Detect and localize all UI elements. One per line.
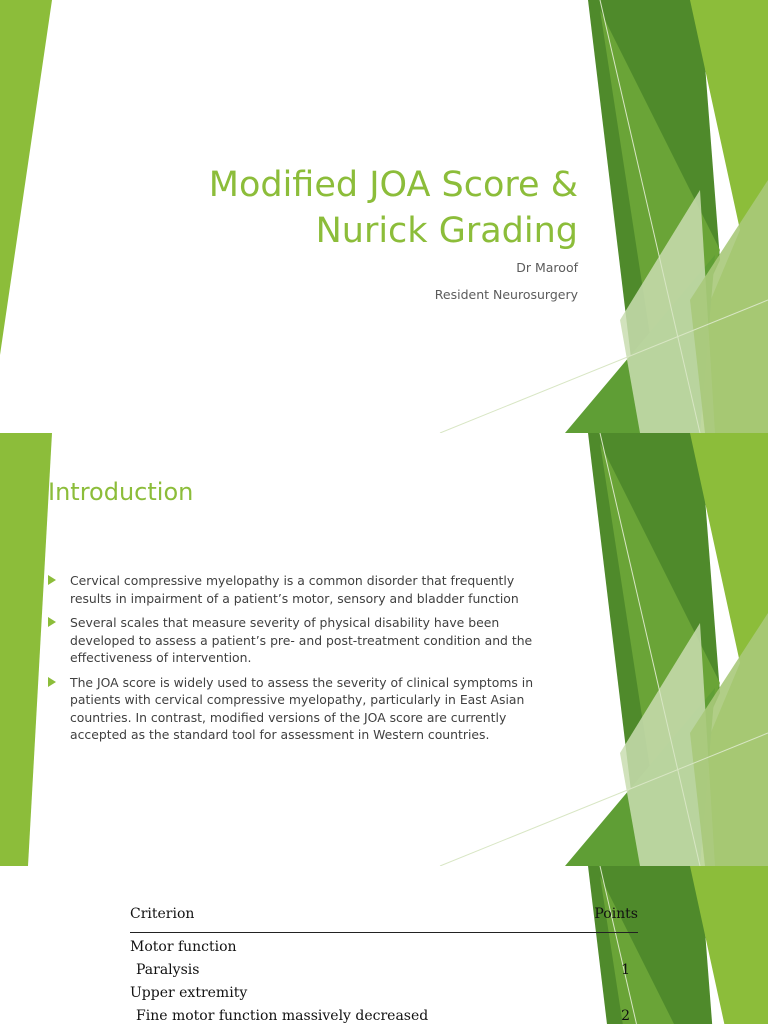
author-role: Resident Neurosurgery [434,287,578,302]
section-heading: Introduction [48,478,194,506]
author-name: Dr Maroof [516,260,578,275]
row-points: 1 [621,962,630,978]
table-row [130,1005,638,1028]
table-row [130,959,638,982]
triangle-bullet-icon [48,617,56,627]
triangle-bullet-icon [48,575,56,585]
left-facet [0,0,52,355]
triangle-bullet-icon [48,677,56,687]
slide-title [58,162,578,254]
bullet-item [48,572,558,607]
header-points: Points [594,906,638,922]
row-label: Paralysis [136,962,200,978]
bullet-list [48,572,558,751]
bullet-item [48,674,558,744]
bullet-item [48,614,558,667]
title-slide [0,0,768,433]
title-line-2: Nurick Grading [315,211,578,251]
title-line-1: Modified JOA Score & [208,165,578,205]
header-criterion: Criterion [130,906,195,922]
row-label: Motor function [130,939,237,955]
table-header [130,898,638,933]
criteria-table [130,898,638,1028]
left-facet [0,433,52,866]
bullet-text: Cervical compressive myelopathy is a common disorder that frequently results in impairment of a patient’s motor, sensory and bladder function [70,573,519,606]
bullet-text: Several scales that measure severity of physical disability have been developed to assess a patient’s pre- and post-treatment condition and the effectiveness of intervention. [70,615,533,665]
row-label: Fine motor function massively decreased [136,1008,429,1024]
table-row [130,982,638,1005]
table-body [130,933,638,1028]
row-points: 2 [621,1008,630,1024]
bullet-text: The JOA score is widely used to assess the severity of clinical symptoms in patients with cervical compressive myelopathy, particularly in East Asian countries. In contrast, modified versions of the JOA score are currently accepted as the standard tool for assessment in Western countries. [70,674,534,742]
table-row [130,936,638,959]
row-label: Upper extremity [130,985,248,1001]
